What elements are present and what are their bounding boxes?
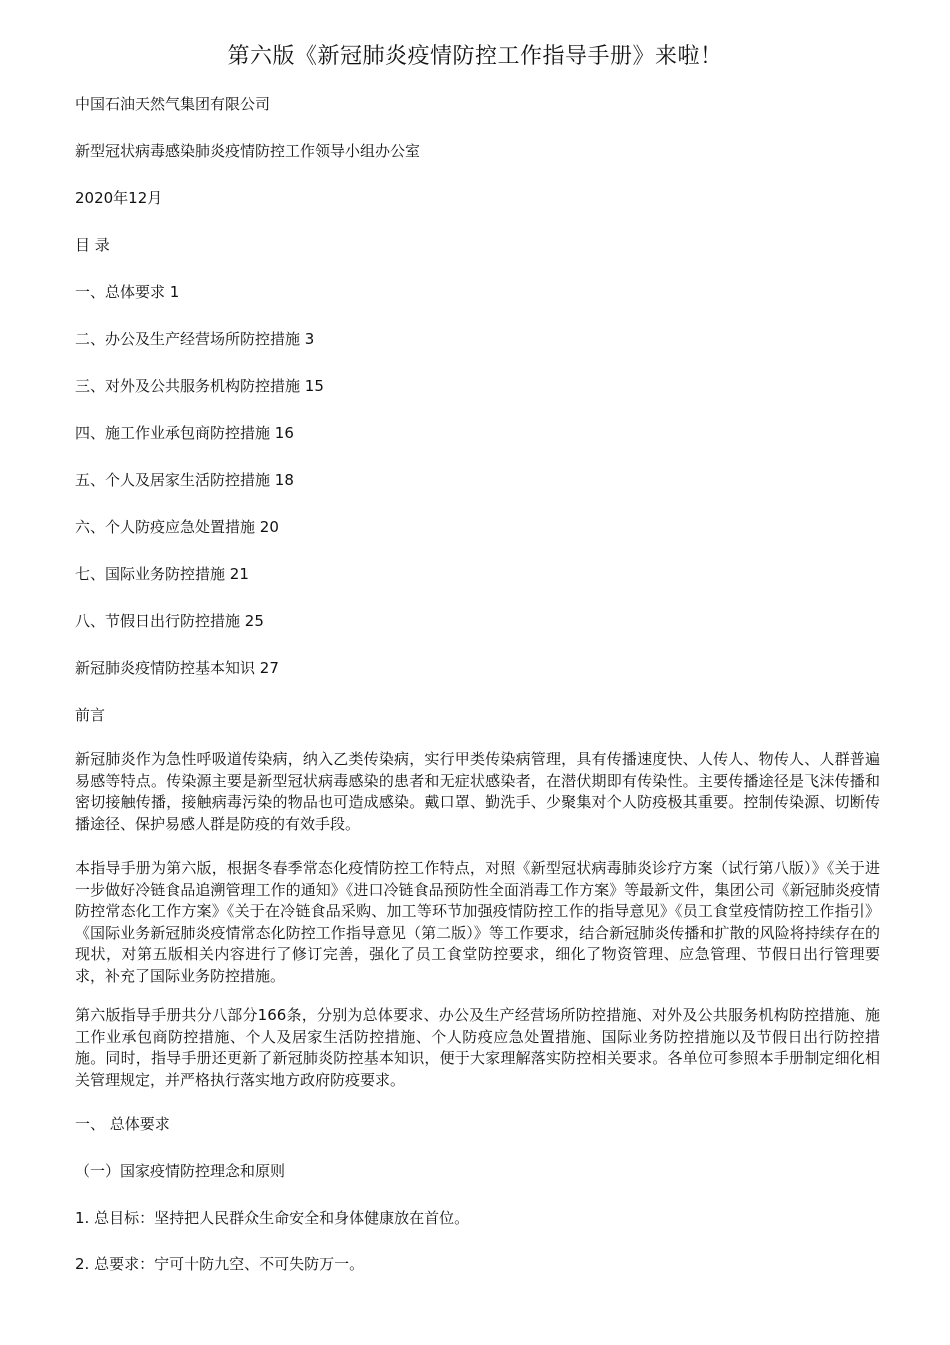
preface-paragraph: 第六版指导手册共分八部分166条，分别为总体要求、办公及生产经营场所防控措施、对外及公共服务机构防控措施、施工作业承包商防控措施、个人及居家生活防控措施、个人防疫应急处置措施、国际业务防控措施以及节假日出行防控措施。同时，指导手册还更新了新冠肺炎防控基本知识，便于大家理解落实防控相关要求。各单位可参照本手册制定细化相关管理规定，并严格执行落实地方政府防疫要求。: [75, 1006, 880, 1089]
toc-item: 七、国际业务防控措施 21: [75, 565, 249, 583]
toc-heading: 目 录: [75, 236, 110, 254]
list-item: 2. 总要求：宁可十防九空、不可失防万一。: [75, 1255, 365, 1273]
subsection-heading: （一）国家疫情防控理念和原则: [75, 1162, 286, 1180]
issuing-office: 新型冠状病毒感染肺炎疫情防控工作领导小组办公室: [75, 142, 421, 160]
list-item: 1. 总目标：坚持把人民群众生命安全和身体健康放在首位。: [75, 1209, 470, 1227]
toc-item: 四、施工作业承包商防控措施 16: [75, 424, 294, 442]
organization-name: 中国石油天然气集团有限公司: [75, 95, 271, 113]
preface-paragraph: 新冠肺炎作为急性呼吸道传染病，纳入乙类传染病，实行甲类传染病管理，具有传播速度快、人传人、物传人、人群普遍易感等特点。传染源主要是新型冠状病毒感染的患者和无症状感染者，在潜伏期即有传染性。主要传播途径是飞沫传播和密切接触传播，接触病毒污染的物品也可造成感染。戴口罩、勤洗手、少聚集对个人防疫极其重要。控制传染源、切断传播途径、保护易感人群是防疫的有效手段。: [75, 750, 880, 833]
toc-item: 三、对外及公共服务机构防控措施 15: [75, 377, 324, 395]
preface-paragraph: 本指导手册为第六版，根据冬春季常态化疫情防控工作特点，对照《新型冠状病毒肺炎诊疗方案（试行第八版）》《关于进一步做好冷链食品追溯管理工作的通知》《进口冷链食品预防性全面消毒工作方案》等最新文件，集团公司《新冠肺炎疫情防控常态化工作方案》《关于在冷链食品采购、加工等环节加强疫情防控工作的指导意见》《员工食堂疫情防控工作指引》《国际业务新冠肺炎疫情常态化防控工作指导意见（第二版）》等工作要求，结合新冠肺炎传播和扩散的风险将持续存在的现状，对第五版相关内容进行了修订完善，强化了员工食堂防控要求，细化了物资管理、应急管理、节假日出行管理要求，补充了国际业务防控措施。: [75, 859, 880, 985]
toc-item: 一、总体要求 1: [75, 283, 180, 301]
toc-item: 新冠肺炎疫情防控基本知识 27: [75, 659, 279, 677]
toc-item: 六、个人防疫应急处置措施 20: [75, 518, 279, 536]
preface-heading: 前言: [75, 706, 106, 724]
publication-date: 2020年12月: [75, 189, 163, 207]
toc-item: 五、个人及居家生活防控措施 18: [75, 471, 294, 489]
section-heading: 一、 总体要求: [75, 1115, 170, 1133]
toc-item: 八、节假日出行防控措施 25: [75, 612, 264, 630]
toc-item: 二、办公及生产经营场所防控措施 3: [75, 330, 315, 348]
document-title: 第六版《新冠肺炎疫情防控工作指导手册》来啦！: [227, 44, 723, 69]
